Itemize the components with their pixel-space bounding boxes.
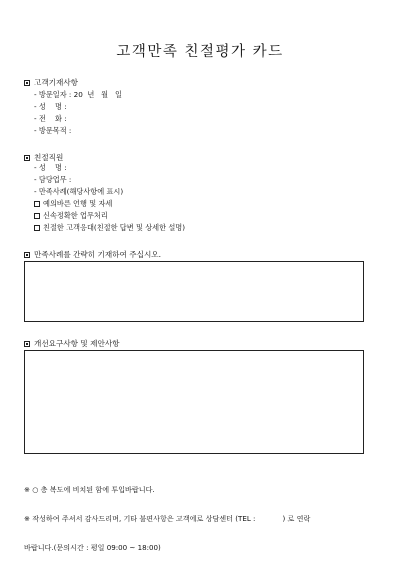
section-customer-info-heading xyxy=(24,77,78,88)
square-bullet-icon xyxy=(24,252,30,258)
section-suggestion-heading xyxy=(24,338,120,349)
satisfaction-case-line: - 만족사례(해당사항에 표시) xyxy=(34,187,124,196)
checkbox[interactable] xyxy=(34,201,40,207)
customer-name-line: - 성 명 : xyxy=(34,102,67,111)
footer-notes xyxy=(24,466,310,562)
option-label: 예의바른 언행 및 자세 xyxy=(43,199,113,208)
note-line-2: ※ 작성하여 주셔서 감사드리며, 기타 불편사항은 고객에로 상담센터 (TEL : ) 로 연락 xyxy=(24,514,311,523)
section-customer-info-label: 고객기재사항 xyxy=(34,78,79,87)
option-courteous-manner[interactable] xyxy=(34,199,112,209)
section-staff-label: 친절직원 xyxy=(34,153,64,162)
checkbox[interactable] xyxy=(34,213,40,219)
section-staff-heading xyxy=(24,152,63,163)
visit-purpose-line: - 방문목적 : xyxy=(34,126,72,135)
satisfaction-text-box[interactable] xyxy=(24,261,364,322)
square-bullet-icon xyxy=(24,341,30,347)
option-label: 신속정확한 업무처리 xyxy=(43,211,108,220)
card-title: 고객만족 친절평가 카드 xyxy=(116,44,284,60)
section-satisfaction-label: 만족사례를 간략히 기재하여 주십시오. xyxy=(34,250,162,259)
option-label: 친절한 고객응대(친절한 답변 및 상세한 설명) xyxy=(43,223,186,232)
option-fast-accurate[interactable] xyxy=(34,211,108,221)
square-bullet-icon xyxy=(24,80,30,86)
square-bullet-icon xyxy=(24,155,30,161)
option-friendly-service[interactable] xyxy=(34,223,185,233)
staff-name-line: - 성 명 : xyxy=(34,163,67,172)
note-line-1: ※ ○ 층 복도에 비치된 함에 투입바랍니다. xyxy=(24,485,155,494)
suggestion-text-box[interactable] xyxy=(24,350,364,454)
section-satisfaction-heading xyxy=(24,249,161,260)
customer-phone-line: - 전 화 : xyxy=(34,114,67,123)
note-line-3: 바랍니다.(문의시간 : 평일 09:00 ~ 18:00) xyxy=(24,543,161,552)
staff-duty-line: - 담당업무 : xyxy=(34,175,72,184)
visit-date-line: - 방문일자 : 20 년 월 일 xyxy=(34,90,122,99)
section-suggestion-label: 개선요구사항 및 제안사항 xyxy=(34,339,120,348)
checkbox[interactable] xyxy=(34,225,40,231)
